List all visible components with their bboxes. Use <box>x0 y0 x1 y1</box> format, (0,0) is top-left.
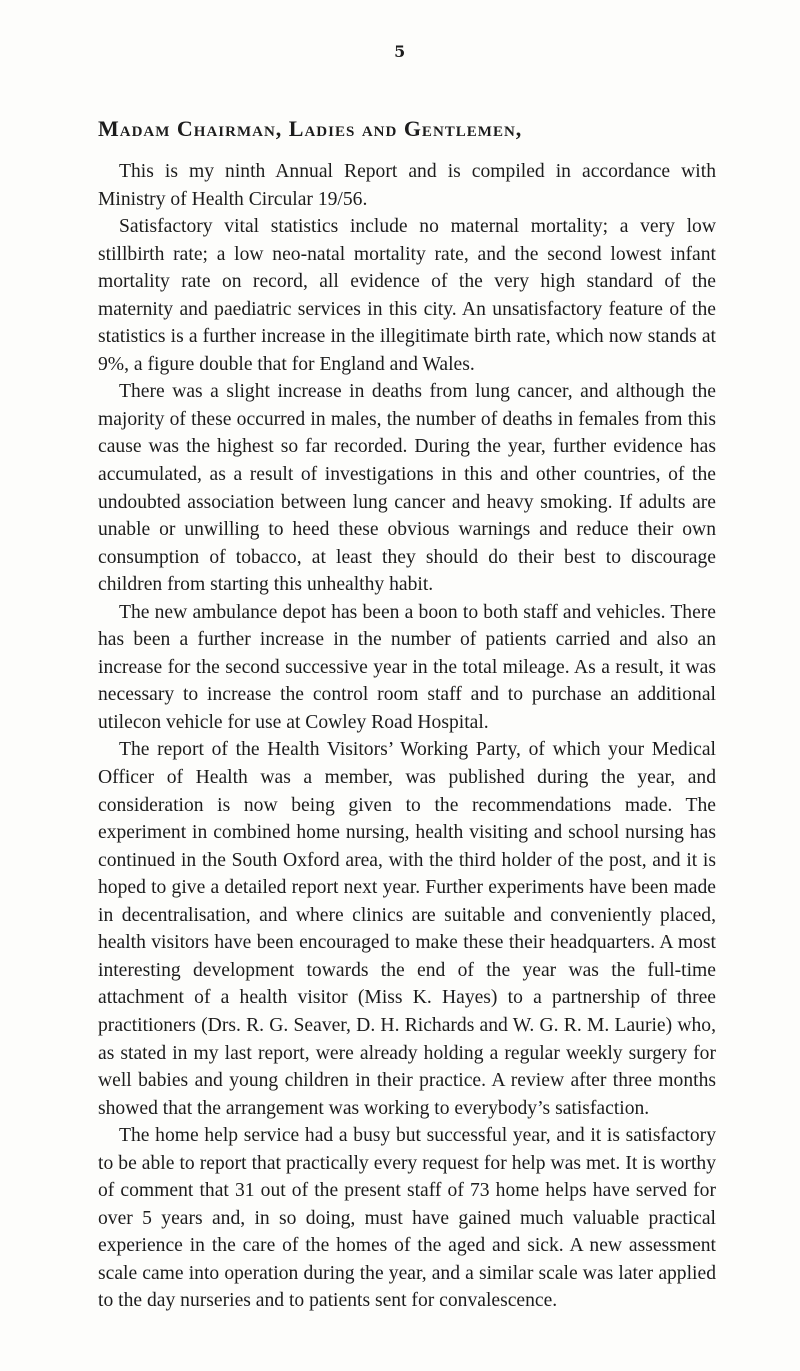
page-number: 5 <box>394 42 406 61</box>
paragraph-vital-statistics: Satisfactory vital statistics include no maternal mortality; a very low stillbirth rate; a low neo-natal mortality rate, and the second lowest infant mortality rate on record, all evidence of the very high standard of the maternity and paediatric services in this city. An unsatisfactory feature of the statistics is a further increase in the illegitimate birth rate, which now stands at 9%, a figure double that for England and Wales. <box>98 216 716 375</box>
paragraph-ambulance: The new ambulance depot has been a boon to both staff and vehicles. There has been a further increase in the number of patients carried and also an increase for the second successive year in the total mileage. As a result, it was necessary to increase the control room staff and to purchase an additional utilecon vehicle for use at Cowley Road Hospital. <box>98 601 716 733</box>
paragraph-health-visitors: The report of the Health Visitors’ Working Party, of which your Medical Officer of Health was a member, was published during the year, and consideration is now being given to the recommendations made. The experiment in combined home nursing, health visiting and school nursing has continued in the South Oxford area, with the third holder of the post, and it is hoped to give a detailed report next year. Further experiments have been made in decentralisation, and where clinics are suitable and conveniently placed, health visitors have been encouraged to make these their headquarters. A most interesting development towards the end of the year was the full-time attachment of a health visitor (Miss K. Hayes) to a partnership of three practitioners (Drs. R. G. Seaver, D. H. Richards and W. G. R. M. Laurie) who, as stated in my last report, were already holding a regular weekly surgery for well babies and young children in their practice. A review after three months showed that the arrangement was working to everybody’s satisfaction. <box>98 739 716 1119</box>
paragraph-report-intro: This is my ninth Annual Report and is compiled in accordance with Ministry of Health Circular 19/56. <box>98 161 716 210</box>
paragraph-home-help: The home help service had a busy but successful year, and it is satisfactory to be able to report that practically every request for help was met. It is worthy of comment that 31 out of the present staff of 73 home helps have served for over 5 years and, in so doing, must have gained much valuable practical experience in the care of the homes of the aged and sick. A new assessment scale came into operation during the year, and a similar scale was later applied to the day nurseries and to patients sent for convalescence. <box>98 1125 716 1312</box>
report-body <box>98 158 716 1315</box>
paragraph-lung-cancer: There was a slight increase in deaths from lung cancer, and although the majority of these occurred in males, the number of deaths in females from this cause was the highest so far recorded. During the year, further evidence has accumulated, as a result of investigations in this and other countries, of the undoubted association between lung cancer and heavy smoking. If adults are unable or unwilling to heed these obvious warnings and reduce their own consumption of tobacco, at least they should do their best to discourage children from starting this unhealthy habit. <box>98 381 716 596</box>
salutation-heading: Madam Chairman, Ladies and Gentlemen, <box>98 116 523 141</box>
